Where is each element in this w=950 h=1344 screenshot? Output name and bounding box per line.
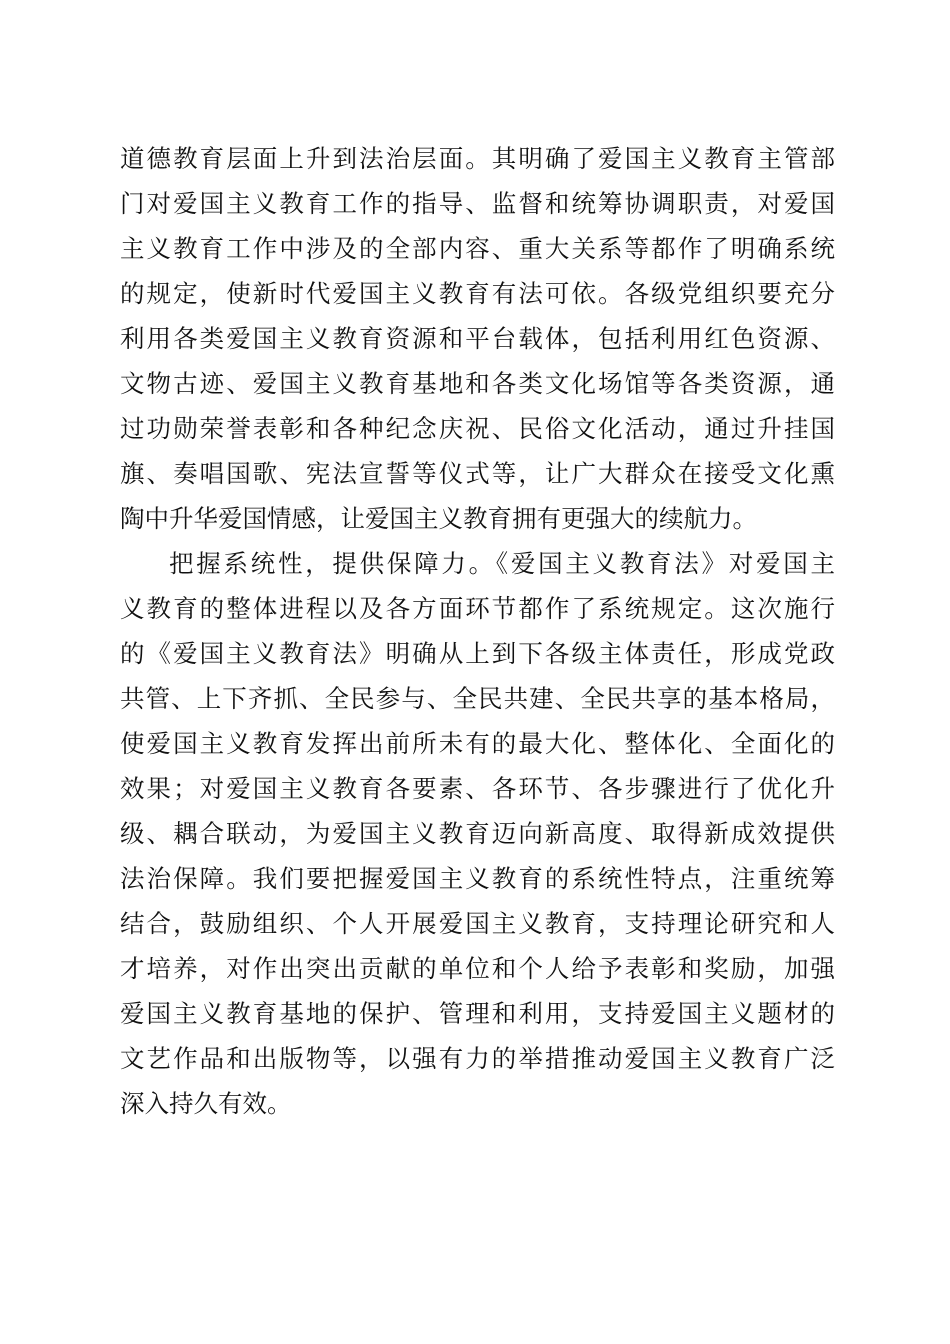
text-line: 利用各类爱国主义教育资源和平台载体，包括利用红色资源、 — [120, 324, 835, 353]
text-line: 旗、奏唱国歌、宪法宣誓等仪式等，让广大群众在接受文化熏 — [120, 459, 835, 488]
text-line: 共管、上下齐抓、全民参与、全民共建、全民共享的基本格局， — [120, 684, 835, 713]
text-line: 效果；对爱国主义教育各要素、各环节、各步骤进行了优化升 — [120, 774, 835, 803]
text-line: 法治保障。我们要把握爱国主义教育的系统性特点，注重统筹 — [120, 864, 835, 893]
paragraph-end-line: 深入持久有效。 — [120, 1089, 292, 1118]
text-line: 的《爱国主义教育法》明确从上到下各级主体责任，形成党政 — [120, 639, 835, 668]
text-line: 结合，鼓励组织、个人开展爱国主义教育，支持理论研究和人 — [120, 909, 835, 938]
text-line: 义教育的整体进程以及各方面环节都作了系统规定。这次施行 — [120, 594, 835, 623]
text-line: 主义教育工作中涉及的全部内容、重大关系等都作了明确系统 — [120, 234, 835, 263]
text-line: 门对爱国主义教育工作的指导、监督和统筹协调职责，对爱国 — [120, 189, 835, 218]
text-line: 才培养，对作出突出贡献的单位和个人给予表彰和奖励，加强 — [120, 954, 835, 983]
paragraph-start-line: 把握系统性，提供保障力。《爱国主义教育法》对爱国主 — [169, 549, 835, 578]
text-line: 的规定，使新时代爱国主义教育有法可依。各级党组织要充分 — [120, 279, 835, 308]
text-line: 道德教育层面上升到法治层面。其明确了爱国主义教育主管部 — [120, 144, 835, 173]
text-line: 爱国主义教育基地的保护、管理和利用，支持爱国主义题材的 — [120, 999, 835, 1028]
paragraph-end-line: 陶中升华爱国情感，让爱国主义教育拥有更强大的续航力。 — [120, 504, 757, 533]
text-line: 文物古迹、爱国主义教育基地和各类文化场馆等各类资源，通 — [120, 369, 835, 398]
text-line: 过功勋荣誉表彰和各种纪念庆祝、民俗文化活动，通过升挂国 — [120, 414, 835, 443]
text-line: 文艺作品和出版物等，以强有力的举措推动爱国主义教育广泛 — [120, 1044, 835, 1073]
text-line: 级、耦合联动，为爱国主义教育迈向新高度、取得新成效提供 — [120, 819, 835, 848]
text-line: 使爱国主义教育发挥出前所未有的最大化、整体化、全面化的 — [120, 729, 835, 758]
